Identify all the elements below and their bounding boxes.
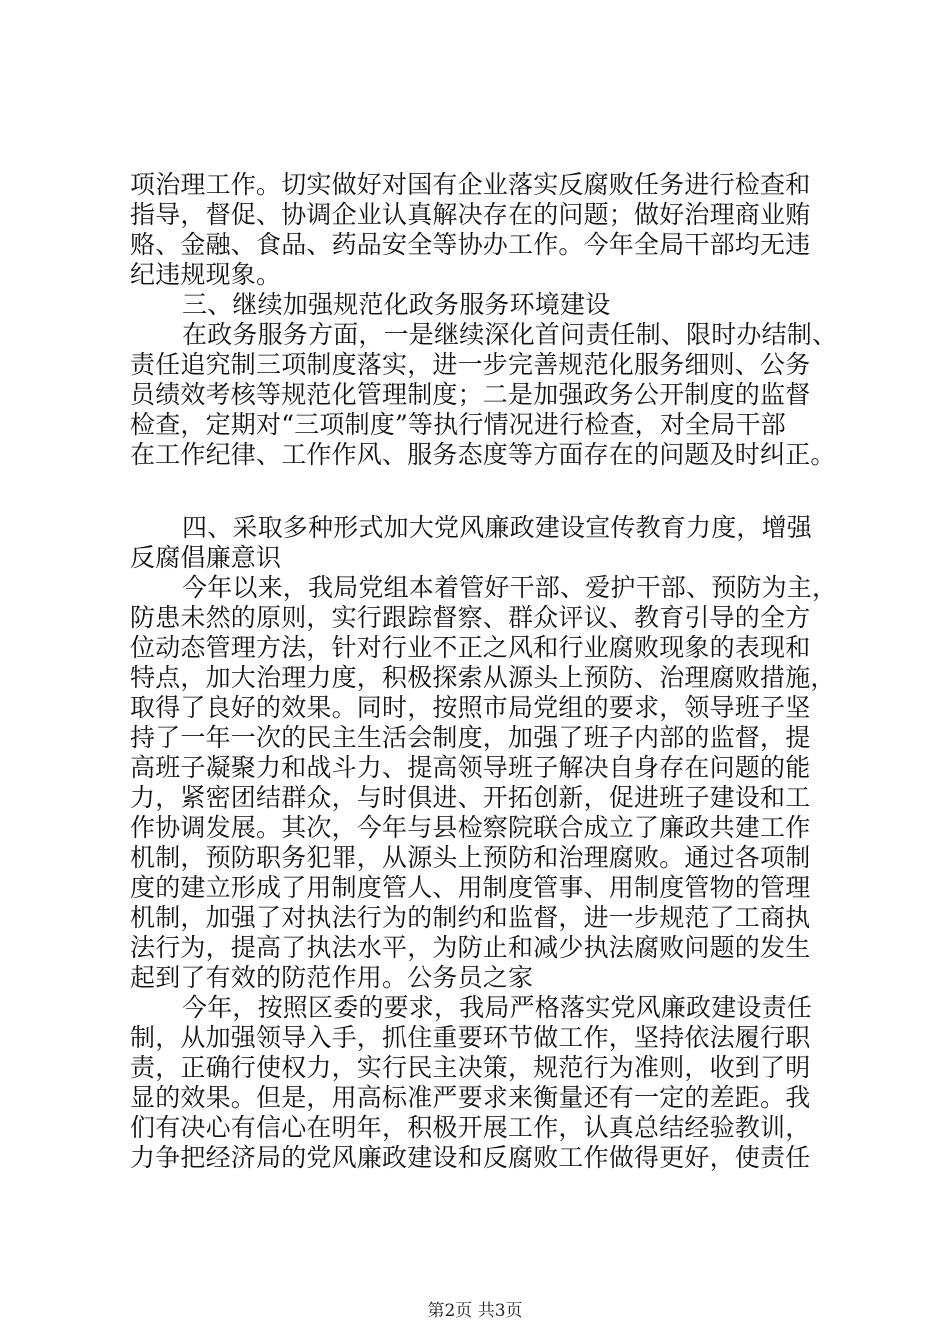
text-line: 们有决心有信心在明年，积极开展工作，认真总结经验教训， (130, 1113, 811, 1142)
text-line: 力，紧密团结群众，与时俱进、开拓创新，促进班子建设和工 (130, 783, 811, 812)
text-line: 检查，定期对“三项制度”等执行情况进行检查，对全局干部 (130, 410, 786, 439)
section-heading-continued: 反腐倡廉意识 (130, 543, 282, 572)
text-line: 责任追究制三项制度落实，进一步完善规范化服务细则、公务 (130, 350, 811, 379)
text-line: 指导，督促、协调企业认真解决存在的问题；做好治理商业贿 (130, 200, 811, 229)
document-body (130, 170, 850, 1173)
text-line: 力争把经济局的党风廉政建设和反腐败工作做得更好，使责任 (130, 1143, 811, 1172)
paragraph-gap (130, 470, 850, 513)
text-line: 项治理工作。切实做好对国有企业落实反腐败任务进行检查和 (130, 170, 811, 199)
text-line: 起到了有效的防范作用。公务员之家 (130, 963, 534, 992)
text-line: 机制，加强了对执法行为的制约和监督，进一步规范了工商执 (130, 903, 811, 932)
text-line: 持了一年一次的民主生活会制度，加强了班子内部的监督，提 (130, 723, 811, 752)
text-line: 赂、金融、食品、药品安全等协办工作。今年全局干部均无违 (130, 230, 811, 259)
text-line: 今年，按照区委的要求，我局严格落实党风廉政建设责任 (182, 993, 813, 1022)
text-line: 在政务服务方面，一是继续深化首问责任制、限时办结制、 (182, 320, 838, 349)
text-line: 机制，预防职务犯罪，从源头上预防和治理腐败。通过各项制 (130, 843, 811, 872)
text-line: 取得了良好的效果。同时，按照市局党组的要求，领导班子坚 (130, 693, 811, 722)
text-line: 制，从加强领导入手，抓住重要环节做工作，坚持依法履行职 (130, 1023, 811, 1052)
text-line: 纪违规现象。 (130, 260, 282, 289)
text-line: 高班子凝聚力和战斗力、提高领导班子解决自身存在问题的能 (130, 753, 811, 782)
text-line: 法行为，提高了执法水平，为防止和减少执法腐败问题的发生 (130, 933, 811, 962)
text-line: 今年以来，我局党组本着管好干部、爱护干部、预防为主， (182, 573, 838, 602)
section-heading: 三、继续加强规范化政务服务环境建设 (182, 290, 611, 319)
text-line: 显的效果。但是，用高标准严要求来衡量还有一定的差距。我 (130, 1083, 811, 1112)
text-line: 在工作纪律、工作作风、服务态度等方面存在的问题及时纠正。 (130, 440, 836, 469)
text-line: 位动态管理方法，针对行业不正之风和行业腐败现象的表现和 (130, 633, 811, 662)
text-line: 员绩效考核等规范化管理制度；二是加强政务公开制度的监督 (130, 380, 811, 409)
text-line: 责，正确行使权力，实行民主决策，规范行为准则，收到了明 (130, 1053, 811, 1082)
section-heading: 四、采取多种形式加大党风廉政建设宣传教育力度，增强 (182, 513, 813, 542)
text-line: 度的建立形成了用制度管人、用制度管事、用制度管物的管理 (130, 873, 811, 902)
page-number-footer: 第2页 共3页 (427, 1301, 523, 1321)
text-line: 防患未然的原则，实行跟踪督察、群众评议、教育引导的全方 (130, 603, 811, 632)
text-line: 特点，加大治理力度，积极探索从源头上预防、治理腐败措施， (130, 663, 836, 692)
text-line: 作协调发展。其次，今年与县检察院联合成立了廉政共建工作 (130, 813, 811, 842)
